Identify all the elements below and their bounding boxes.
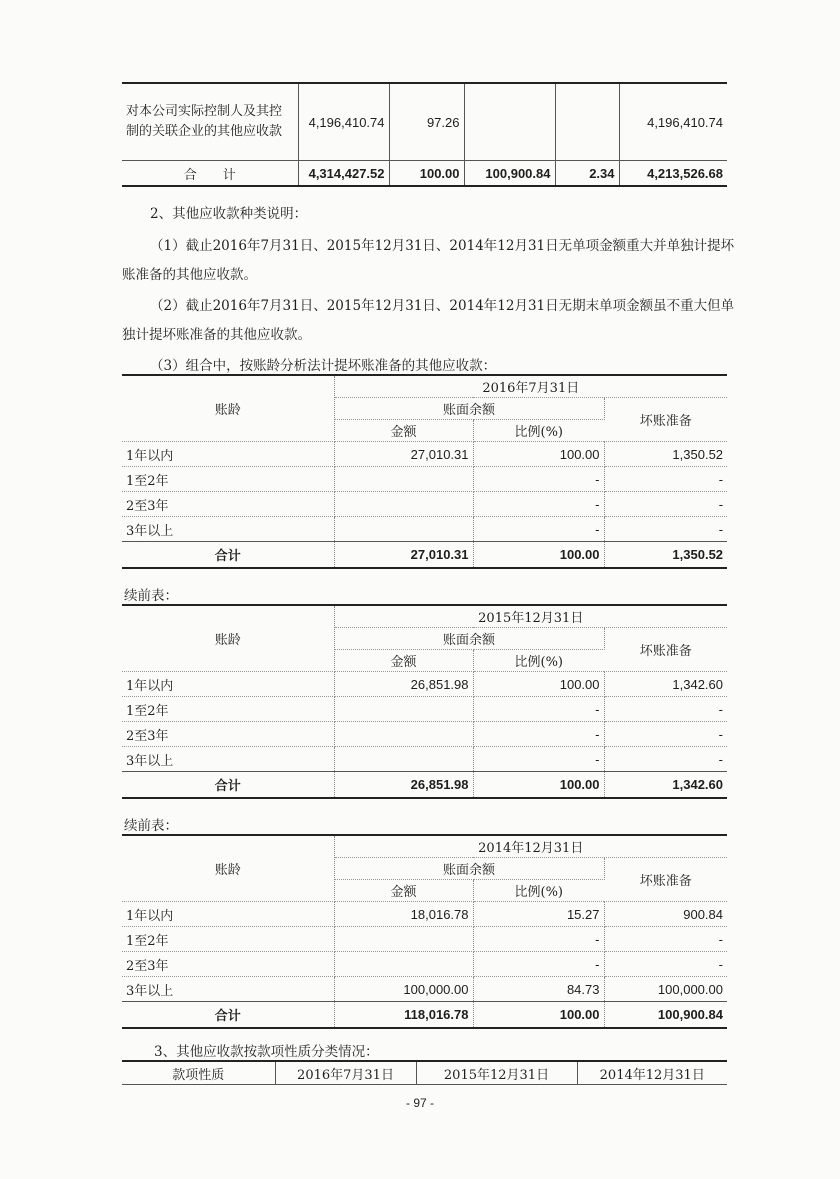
age-cell: 1年以内	[122, 672, 334, 697]
provision-cell: 1,350.52	[604, 442, 727, 467]
aging-table-2015	[122, 604, 727, 799]
amount-cell	[334, 697, 473, 722]
ratio-cell: 97.26	[389, 83, 464, 161]
ratio-cell: -	[473, 927, 604, 952]
amount-cell	[334, 517, 473, 542]
provision-header: 坏账准备	[604, 628, 727, 672]
provision-cell: 1,350.52	[604, 542, 727, 569]
amount-cell	[334, 927, 473, 952]
amount-cell	[334, 747, 473, 772]
provision-cell: -	[604, 747, 727, 772]
table-row	[122, 83, 727, 161]
book-balance-header: 账面余额	[334, 628, 604, 650]
total-row	[122, 161, 727, 187]
aging-header: 账龄	[122, 835, 334, 902]
table-row	[122, 442, 727, 467]
provision-ratio-cell: 2.34	[555, 161, 619, 187]
header-row	[122, 835, 727, 858]
amount-cell: 26,851.98	[334, 672, 473, 697]
ratio-cell: 100.00	[473, 442, 604, 467]
paragraph-2-line-1: （2）截止2016年7月31日、2015年12月31日、2014年12月31日无期末单项金额虽不重大但单	[150, 298, 735, 314]
provision-cell: -	[604, 697, 727, 722]
ratio-cell: 100.00	[473, 542, 604, 569]
nature-header: 款项性质	[122, 1061, 275, 1085]
ratio-cell: 100.00	[473, 772, 604, 799]
ratio-cell: -	[473, 697, 604, 722]
page-number: - 97 -	[405, 1096, 434, 1110]
header-row	[122, 375, 727, 398]
provision-cell: -	[604, 927, 727, 952]
total-row	[122, 772, 727, 799]
ratio-header: 比例(%)	[473, 650, 604, 672]
age-cell: 1年以内	[122, 902, 334, 927]
section-3-title: 3、其他应收款按款项性质分类情况：	[154, 1044, 379, 1060]
section-2-title: 2、其他应收款种类说明：	[150, 206, 308, 222]
provision-cell: 100,900.84	[604, 1002, 727, 1029]
receivables-category-table	[122, 82, 727, 187]
ratio-cell: 100.00	[473, 672, 604, 697]
ratio-header: 比例(%)	[473, 420, 604, 442]
table-row	[122, 902, 727, 927]
age-cell: 2至3年	[122, 492, 334, 517]
receivables-nature-table	[122, 1060, 727, 1085]
age-cell: 1至2年	[122, 927, 334, 952]
ratio-cell: -	[473, 517, 604, 542]
amount-header: 金额	[334, 880, 473, 902]
date-header: 2016年7月31日	[334, 375, 727, 398]
continued-label: 续前表：	[124, 588, 178, 604]
age-cell: 3年以上	[122, 977, 334, 1002]
total-label: 合计	[122, 772, 334, 799]
age-cell: 3年以上	[122, 517, 334, 542]
amount-cell: 26,851.98	[334, 772, 473, 799]
ratio-cell: 100.00	[389, 161, 464, 187]
provision-header: 坏账准备	[604, 858, 727, 902]
age-cell: 2至3年	[122, 722, 334, 747]
table-row	[122, 977, 727, 1002]
table-row	[122, 952, 727, 977]
book-balance-header: 账面余额	[334, 858, 604, 880]
age-cell: 1年以内	[122, 442, 334, 467]
aging-table-2016	[122, 374, 727, 569]
total-label: 合 计	[122, 161, 298, 187]
paragraph-1-line-1: （1）截止2016年7月31日、2015年12月31日、2014年12月31日无单项金额重大并单独计提坏	[150, 238, 735, 254]
provision-cell: -	[604, 952, 727, 977]
provision-cell: -	[604, 722, 727, 747]
age-cell: 1至2年	[122, 467, 334, 492]
provision-cell: 100,000.00	[604, 977, 727, 1002]
provision-ratio-cell	[555, 83, 619, 161]
amount-header: 金额	[334, 650, 473, 672]
date-header: 2015年12月31日	[416, 1061, 577, 1085]
ratio-cell: -	[473, 467, 604, 492]
net-cell: 4,196,410.74	[619, 83, 727, 161]
date-header: 2014年12月31日	[599, 1067, 705, 1083]
total-row	[122, 1002, 727, 1029]
amount-cell: 18,016.78	[334, 902, 473, 927]
amount-cell: 118,016.78	[334, 1002, 473, 1029]
total-row	[122, 542, 727, 569]
provision-cell: -	[604, 467, 727, 492]
paragraph-2-line-2: 独计提坏账准备的其他应收款。	[122, 327, 311, 343]
ratio-cell: -	[473, 492, 604, 517]
provision-cell: -	[604, 517, 727, 542]
row-label: 对本公司实际控制人及其控制的关联企业的其他应收款	[122, 83, 298, 161]
age-cell: 2至3年	[122, 952, 334, 977]
amount-cell: 27,010.31	[334, 442, 473, 467]
ratio-cell: -	[473, 952, 604, 977]
ratio-cell: 84.73	[473, 977, 604, 1002]
continued-label: 续前表：	[124, 818, 178, 834]
ratio-cell: 15.27	[473, 902, 604, 927]
total-label: 合计	[122, 542, 334, 569]
ratio-cell: -	[473, 747, 604, 772]
amount-cell: 4,314,427.52	[298, 161, 389, 187]
book-balance-header: 账面余额	[334, 398, 604, 420]
provision-cell: 900.84	[604, 902, 727, 927]
provision-cell: 100,900.84	[464, 161, 555, 187]
amount-cell	[334, 722, 473, 747]
amount-cell: 27,010.31	[334, 542, 473, 569]
table-row	[122, 927, 727, 952]
table-row	[122, 492, 727, 517]
table-row	[122, 467, 727, 492]
date-header: 2015年12月31日	[334, 605, 727, 628]
table-row	[122, 722, 727, 747]
provision-cell	[464, 83, 555, 161]
age-cell: 1至2年	[122, 697, 334, 722]
amount-cell: 100,000.00	[334, 977, 473, 1002]
total-label: 合计	[122, 1002, 334, 1029]
provision-cell: 1,342.60	[604, 672, 727, 697]
table-row	[122, 747, 727, 772]
provision-cell: -	[604, 492, 727, 517]
aging-table-2014	[122, 834, 727, 1029]
ratio-cell: -	[473, 722, 604, 747]
amount-cell	[334, 492, 473, 517]
amount-header: 金额	[334, 420, 473, 442]
paragraph-1-line-2: 账准备的其他应收款。	[122, 267, 257, 283]
amount-cell: 4,196,410.74	[298, 83, 389, 161]
header-row	[122, 605, 727, 628]
header-row	[122, 1061, 727, 1085]
amount-cell	[334, 952, 473, 977]
ratio-header: 比例(%)	[473, 880, 604, 902]
amount-cell	[334, 467, 473, 492]
table-row	[122, 517, 727, 542]
aging-header: 账龄	[122, 375, 334, 442]
aging-header: 账龄	[122, 605, 334, 672]
age-cell: 3年以上	[122, 747, 334, 772]
date-header: 2016年7月31日	[275, 1061, 416, 1085]
table-row	[122, 697, 727, 722]
table-row	[122, 672, 727, 697]
provision-cell: 1,342.60	[604, 772, 727, 799]
date-header: 2014年12月31日	[334, 835, 727, 858]
net-cell: 4,213,526.68	[647, 165, 723, 181]
provision-header: 坏账准备	[604, 398, 727, 442]
ratio-cell: 100.00	[473, 1002, 604, 1029]
paragraph-3: （3）组合中，按账龄分析法计提坏账准备的其他应收款：	[150, 358, 497, 374]
